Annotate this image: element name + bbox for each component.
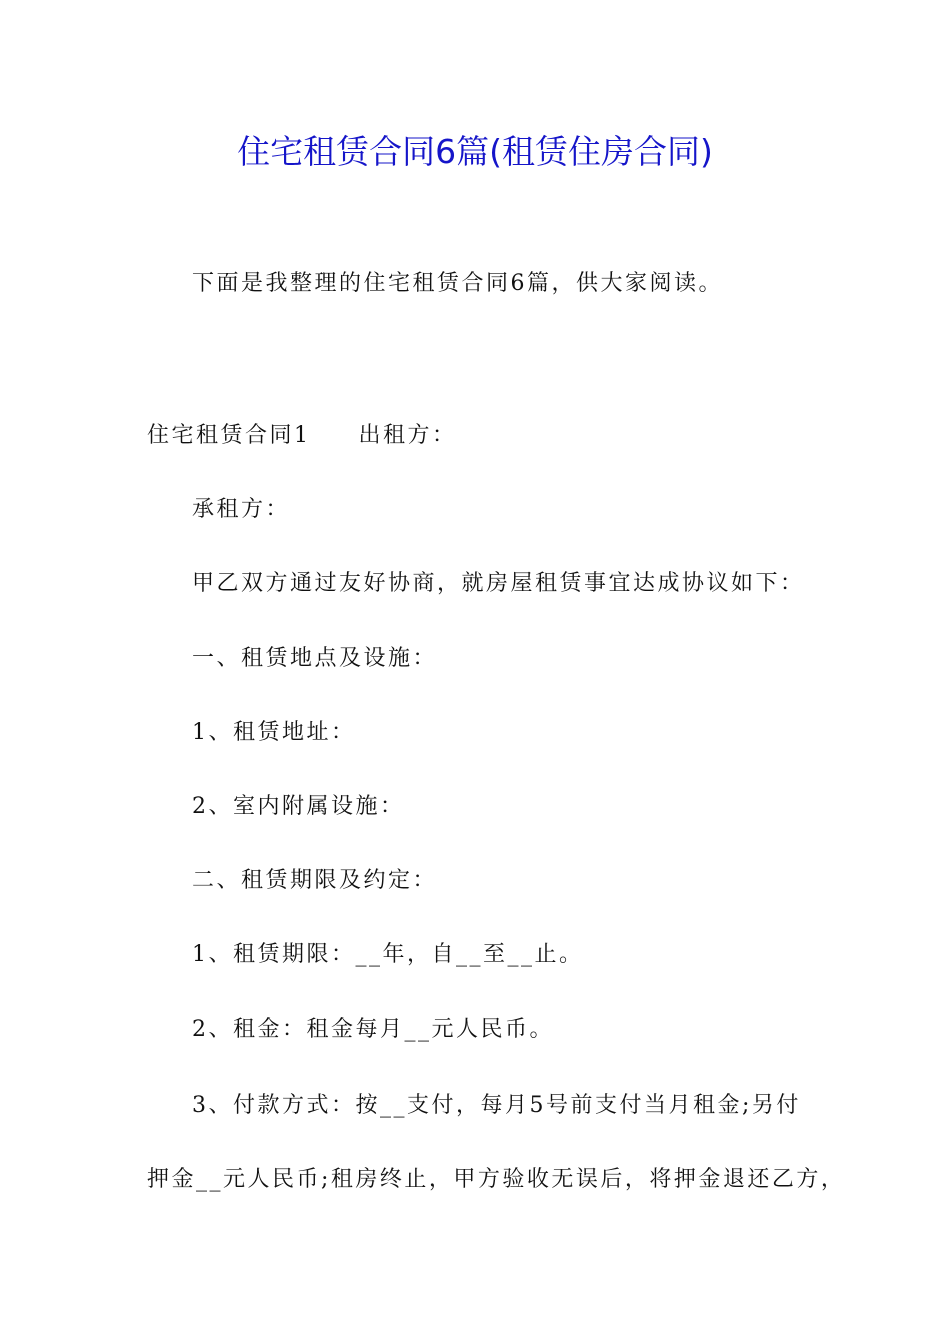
clause1-heading: 一、租赁地点及设施： [192, 646, 438, 671]
clause2-heading: 二、租赁期限及约定： [192, 868, 438, 893]
intro-paragraph: 下面是我整理的住宅租赁合同6篇，供大家阅读。 [192, 271, 723, 296]
document-title: 住宅租赁合同6篇(租赁住房合同) [237, 132, 713, 171]
clause1-item2: 2、室内附属设施： [192, 794, 405, 819]
clause2-item2: 2、租金：租金每月__元人民币。 [192, 1017, 554, 1042]
clause2-item3-line1: 3、付款方式：按__支付，每月5号前支付当月租金;另付 [192, 1093, 801, 1118]
lessee-label: 承租方： [192, 497, 291, 522]
section-heading: 住宅租赁合同1 [147, 423, 311, 448]
lessor-label: 出租方： [358, 423, 457, 448]
clause2-item3-line2: 押金__元人民币;租房终止，甲方验收无误后，将押金退还乙方， [147, 1167, 846, 1192]
clause1-item1: 1、租赁地址： [192, 720, 356, 745]
section-heading-line [147, 420, 457, 452]
clause2-item1: 1、租赁期限：__年，自__至__止。 [192, 942, 584, 967]
agreement-intro: 甲乙双方通过友好协商，就房屋租赁事宜达成协议如下： [192, 571, 805, 596]
